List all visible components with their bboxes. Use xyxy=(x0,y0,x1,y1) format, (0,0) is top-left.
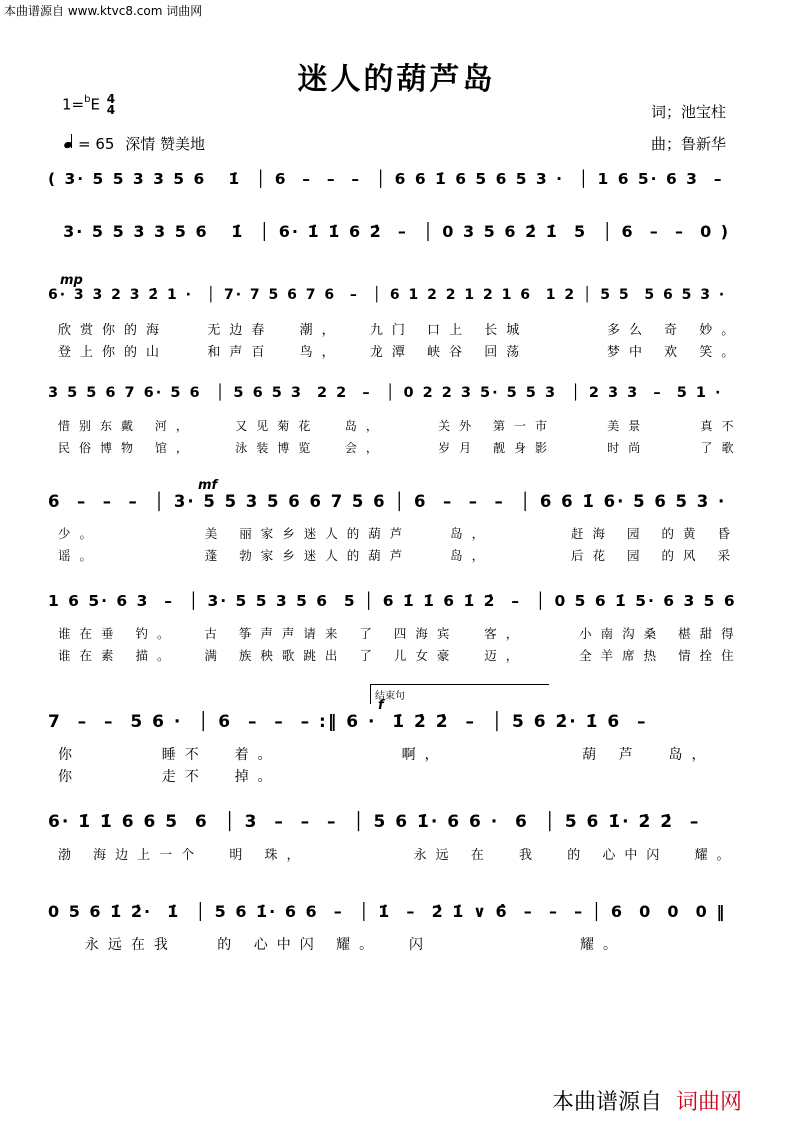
score-system xyxy=(48,385,743,455)
score-system xyxy=(48,691,738,785)
dynamic-mark: f xyxy=(378,698,384,713)
lyric-line: 你 走不 掉。 xyxy=(58,769,281,785)
lyric-line: 登上你的山 和声百 鸟， 龙潭 峡谷 回荡 梦中 欢 笑。 xyxy=(58,345,744,360)
lyric-line: 谣。 蓬 勃家乡迷人的葫芦 岛， 后花 园 的风 采 xyxy=(58,548,739,563)
score-system xyxy=(48,902,738,953)
ending-bracket: 结束句 xyxy=(370,684,549,704)
score-system xyxy=(48,592,743,663)
footer-site: 词曲网 xyxy=(676,1090,743,1115)
composer-credit: 曲；鲁新华 xyxy=(651,135,727,153)
lyric-line: 民俗博物 馆， 泳装博览 会， 岁月 靓身影 时尚 了歌 xyxy=(58,441,743,455)
lyric-line: 谁在垂 钓。 古 筝声声请来 了 四海宾 客， 小南沟桑 椹甜得 xyxy=(58,626,743,641)
score-system xyxy=(48,478,739,563)
lyric-line: 欣赏你的海 无边春 潮， 九门 口上 长城 多么 奇 妙。 xyxy=(58,323,744,338)
notation-line: 6· 1̇ 1̇ 6 6 5 6 │ 3 – – – │ 5 6 1̇· 6 6 · 6 │ 5 6 1̇· 2̇ 2̇ – xyxy=(48,812,701,832)
footer-source: 本曲谱源自 词曲网 xyxy=(552,1090,743,1115)
score-system xyxy=(48,222,738,260)
lyric-line: 少。 美 丽家乡迷人的葫芦 岛， 赶海 园 的黄 昏 xyxy=(58,526,739,541)
lyric-line: 永远在我 的 心中闪 耀。 闪 耀。 xyxy=(58,937,627,953)
key-signature: 1=$^b$E 4 4 xyxy=(62,92,116,117)
notation-line: 0 5 6 1̇ 2̇· 1̇ │ 5 6 1̇· 6 6 – │ 1̇ – 2̇ 1̇ ∨ 6̂ – – – │ 6 0 0 0 ‖ xyxy=(48,902,727,921)
notation-line: 3· 5 5 3 3 5 6 1̇ │ 6· 1̇ 1̇ 6 2̇ – │ 0 3 5 6 2̇ 1̇ 5 │ 6 – – 0 ) xyxy=(48,222,731,241)
notation-line: 1 6 5· 6 3 – │ 3· 5 5 3 5 6 5 │ 6 1̇ 1̇ 6 1̇ 2̇ – │ 0 5 6 1̇ 5· 6 3 5 6 xyxy=(48,592,737,610)
lyric-line: 谁在素 描。 满 族秧歌跳出 了 儿女豪 迈， 全羊席热 情拴住 xyxy=(58,648,743,663)
notation-line: 3 5 5 6 7 6· 5 6 │ 5 6 5 3 2 2 – │ 0 2 2 3 5· 5 5 3 │ 2 3 3 – 5 1 · xyxy=(48,385,723,401)
notation-line: 6 – – – │ 3· 5 5 3 5 6 6 7 5 6 │ 6 – – – │ 6 6 1̇ 6· 5 6 5 3 · xyxy=(48,492,727,511)
site-header: 本曲谱源自 www.ktvc8.com 词曲网 xyxy=(4,4,203,18)
notation-line: ( 3· 5 5 3 3 5 6 1̇ │ 6 – – – │ 6 6 1̇ 6 5 6 5 3 · │ 1 6 5· 6 3 – xyxy=(48,170,731,188)
dynamic-mark: mp xyxy=(60,273,83,288)
lyric-line: 你 睡不 着。 啊， 葫 芦 岛， xyxy=(58,747,715,763)
dynamic-mark: mf xyxy=(198,478,218,493)
notation-line: 6· 3 3 2 3 2̇ 1 · │ 7· 7 5 6 7 6 – │ 6 1 2 2 1 2 1 6 1 2 │ 5 5 5 6 5 3 · xyxy=(48,287,727,303)
tempo-marking: = 65 深情 赞美地 xyxy=(64,133,205,154)
score-system xyxy=(48,273,744,360)
score-system xyxy=(48,170,738,208)
lyricist-credit: 词；池宝柱 xyxy=(651,103,727,121)
lyric-line: 惜别东戴 河， 又见菊花 岛， 关外 第一市 美景 真不 xyxy=(58,419,743,433)
song-title: 迷人的葫芦岛 xyxy=(297,62,496,97)
lyric-line: 渤 海边上一个 明 珠， 永远 在 我 的 心中闪 耀。 xyxy=(58,848,739,863)
score-system xyxy=(48,812,739,863)
notation-line: 7 – – 5 6 · │ 6 – – – :‖ 6 · 1̇ 2̇ 2̇ – │ 5 6 2̇· 1̇ 6 – xyxy=(48,712,648,732)
time-signature: 4 4 xyxy=(106,92,116,117)
